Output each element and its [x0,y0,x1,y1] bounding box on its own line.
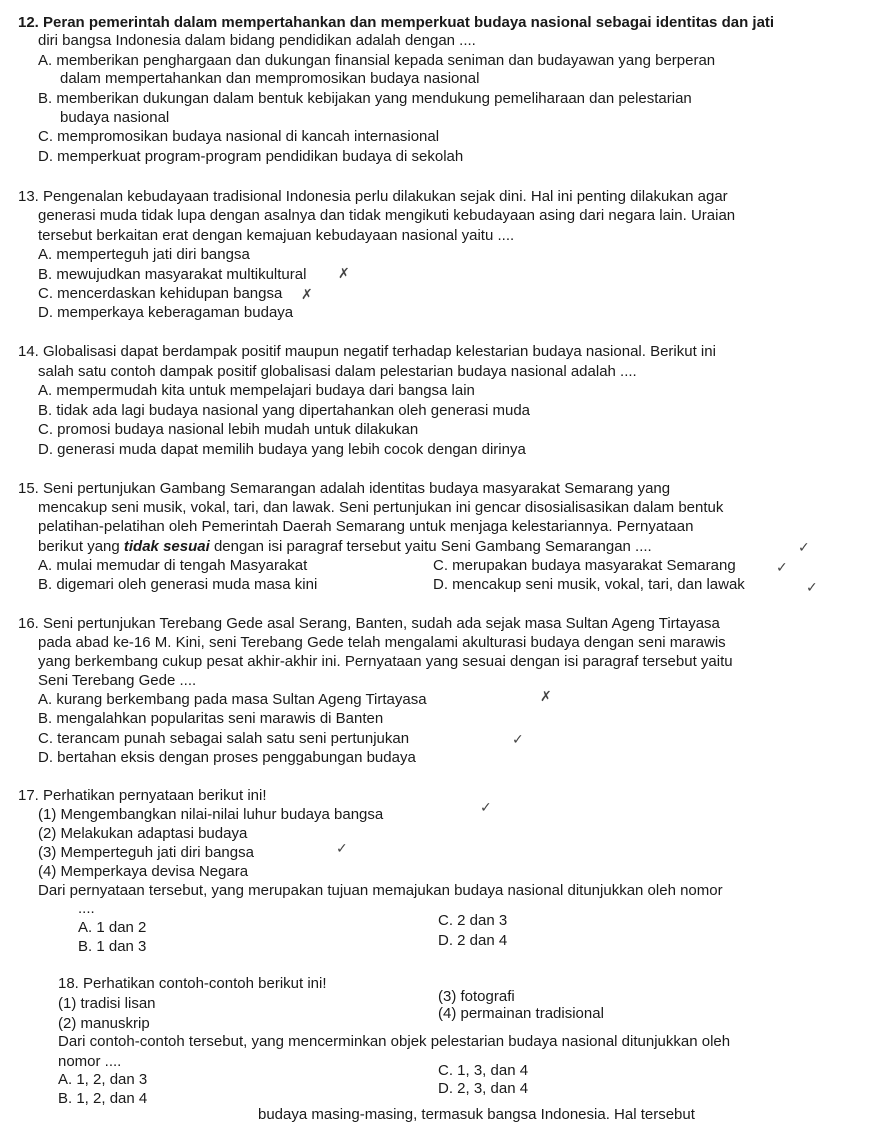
q12-option-a: A. memberikan penghargaan dan dukungan finansial kepada seniman dan budayawan yang berperan [38,52,716,69]
q16-stem-line-2: pada abad ke-16 M. Kini, seni Terebang Gede telah mengalami akulturasi budaya dengan seni marawis [38,634,726,651]
q17-option-a: A. 1 dan 2 [78,919,147,936]
footer-cutoff-line: budaya masing-masing, termasuk bangsa Indonesia. Hal tersebut [258,1106,695,1123]
cross-mark-icon: ✗ [301,286,313,302]
q18-option-c: C. 1, 3, dan 4 [438,1062,529,1079]
q17-stem-line-1: 17. Perhatikan pernyataan berikut ini! [18,787,267,804]
q15-option-a: A. mulai memudar di tengah Masyarakat [38,557,308,574]
q12-option-d: D. memperkuat program-program pendidikan budaya di sekolah [38,148,464,165]
q14-stem-line-2: salah satu contoh dampak positif globalisasi dalam pelestarian budaya nasional adalah .... [38,363,637,380]
q18-option-d: D. 2, 3, dan 4 [438,1080,529,1097]
q12-option-b-cont: budaya nasional [60,109,170,126]
q12-stem-line-1: 12. Peran pemerintah dalam mempertahankan dan memperkuat budaya nasional sebagai identitas dan jati [18,14,775,31]
q15-stem-line-2: mencakup seni musik, vokal, tari, dan lawak. Seni pertunjukan ini gencar disosialisasikan dalam bentuk [38,499,724,516]
q15-option-b: B. digemari oleh generasi muda masa kini [38,576,318,593]
q16-option-c: C. terancam punah sebagai salah satu seni pertunjukan [38,730,410,747]
q17-stem-line-2: Dari pernyataan tersebut, yang merupakan tujuan memajukan budaya nasional ditunjukkan oleh nomor [38,882,723,899]
q15-stem-line-3: pelatihan-pelatihan oleh Pemerintah Daerah Semarang untuk menjaga kelestariannya. Pernyataan [38,518,694,535]
q18-example-1: (1) tradisi lisan [58,995,156,1012]
q17-option-b: B. 1 dan 3 [78,938,147,955]
q15-option-c: C. merupakan budaya masyarakat Semarang [433,557,736,574]
q13-stem-line-3: tersebut berkaitan erat dengan kemajuan kebudayaan nasional yaitu .... [38,227,515,244]
q17-option-d: D. 2 dan 4 [438,932,508,949]
cross-mark-icon: ✗ [540,688,552,704]
q15-option-d: D. mencakup seni musik, vokal, tari, dan lawak [433,576,745,593]
q17-option-c: C. 2 dan 3 [438,912,508,929]
q13-option-b: B. mewujudkan masyarakat multikultural [38,266,307,283]
q16-option-b: B. mengalahkan popularitas seni marawis di Banten [38,710,384,727]
q18-example-2: (2) manuskrip [58,1015,150,1032]
q18-example-4: (4) permainan tradisional [438,1005,604,1022]
check-mark-icon: ✓ [480,799,492,815]
q14-option-a: A. mempermudah kita untuk mempelajari budaya dari bangsa lain [38,382,475,399]
check-mark-icon: ✓ [776,559,788,575]
q12-option-c: C. mempromosikan budaya nasional di kancah internasional [38,128,440,145]
q13-stem-line-1: 13. Pengenalan kebudayaan tradisional Indonesia perlu dilakukan sejak dini. Hal ini penting dilakukan agar [18,188,728,205]
q14-option-c: C. promosi budaya nasional lebih mudah untuk dilakukan [38,421,419,438]
q17-statement-4: (4) Memperkaya devisa Negara [38,863,249,880]
q14-stem-line-1: 14. Globalisasi dapat berdampak positif maupun negatif terhadap kelestarian budaya nasional. Berikut ini [18,343,716,360]
q18-example-3: (3) fotografi [438,988,515,1005]
q18-stem-line-3: nomor .... [58,1053,122,1070]
q14-option-b: B. tidak ada lagi budaya nasional yang dipertahankan oleh generasi muda [38,402,531,419]
q13-option-a: A. memperteguh jati diri bangsa [38,246,250,263]
check-mark-icon: ✓ [512,731,524,747]
q18-stem-line-2: Dari contoh-contoh tersebut, yang mencerminkan objek pelestarian budaya nasional ditunjukkan oleh [58,1033,731,1050]
q16-stem-line-1: 16. Seni pertunjukan Terebang Gede asal Serang, Banten, sudah ada sejak masa Sultan Ageng Tirtayasa [18,615,720,632]
check-mark-icon: ✓ [798,539,810,555]
q13-option-c: C. mencerdaskan kehidupan bangsa [38,285,283,302]
q18-stem-line-1: 18. Perhatikan contoh-contoh berikut ini! [58,975,327,992]
check-mark-icon: ✓ [336,840,348,856]
q12-stem-line-2: diri bangsa Indonesia dalam bidang pendidikan adalah dengan .... [38,32,476,49]
q17-statement-1: (1) Mengembangkan nilai-nilai luhur budaya bangsa [38,806,384,823]
q15-stem-line-1: 15. Seni pertunjukan Gambang Semarangan adalah identitas budaya masyarakat Semarang yang [18,480,671,497]
q16-stem-line-3: yang berkembang cukup pesat akhir-akhir ini. Pernyataan yang sesuai dengan isi paragraf tersebut yaitu [38,653,733,670]
emphasis-tidak-sesuai: tidak sesuai [123,538,210,555]
q13-stem-line-2: generasi muda tidak lupa dengan asalnya dan tidak mengikuti kebudayaan asing dari negara lain. Uraian [38,207,736,224]
cross-mark-icon: ✗ [338,265,350,281]
q14-option-d: D. generasi muda dapat memilih budaya yang lebih cocok dengan dirinya [38,441,526,458]
q12-option-b: B. memberikan dukungan dalam bentuk kebijakan yang mendukung pemeliharaan dan pelestarian [38,90,692,107]
q18-option-a: A. 1, 2, dan 3 [58,1071,148,1088]
q12-option-a-cont: dalam mempertahankan dan mempromosikan budaya nasional [60,70,480,87]
q17-statement-3: (3) Memperteguh jati diri bangsa [38,844,254,861]
q13-option-d: D. memperkaya keberagaman budaya [38,304,294,321]
q16-option-a: A. kurang berkembang pada masa Sultan Ageng Tirtayasa [38,691,427,708]
q15-stem-line-4: berikut yang tidak sesuai dengan isi paragraf tersebut yaitu Seni Gambang Semarangan .... [38,538,652,555]
q17-stem-line-3: .... [78,900,95,917]
check-mark-icon: ✓ [806,579,818,595]
q17-statement-2: (2) Melakukan adaptasi budaya [38,825,248,842]
q16-stem-line-4: Seni Terebang Gede .... [38,672,197,689]
q16-option-d: D. bertahan eksis dengan proses penggabungan budaya [38,749,416,766]
q18-option-b: B. 1, 2, dan 4 [58,1090,148,1107]
